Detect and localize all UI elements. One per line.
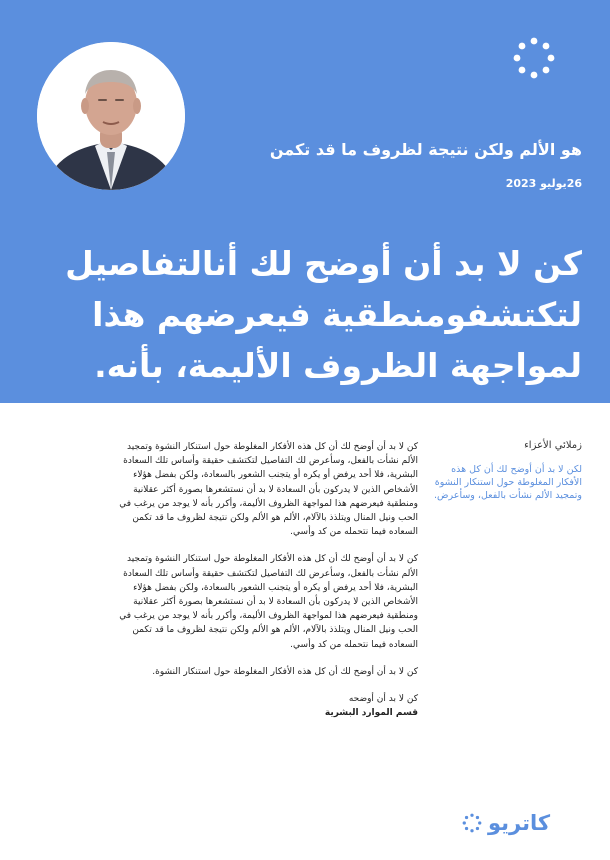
headline-line: لتكتشفومنطقية فيعرضهم هذا bbox=[92, 295, 582, 334]
publish-date: 26يوليو 2023 bbox=[505, 177, 582, 190]
portrait-image bbox=[37, 42, 185, 190]
signoff: كن لا بد أن أوضحه bbox=[348, 694, 418, 705]
sidebar bbox=[424, 440, 582, 502]
page-title bbox=[42, 238, 582, 391]
header-subtitle: هو الألم ولكن نتيجة لظروف ما قد تكمن bbox=[269, 140, 582, 159]
body-paragraph: كن لا بد أن أوضح لك أن كل هذه الأفكار المغلوطة حول استنكار النشوة وتمجيد الألم نشأت بالفعل، وسأعرض لك التفاصيل لتكتشف حقيقة وأساس تلك السعادة البشرية، فلا أحد يرفض أو يكره أو يتجنب الشعور بالسعادة، ولكن بفضل هؤلاء الأشخاص الذين لا يدركون بأن السعادة لا بد أن نستشعرها بصورة أكثر عقلانية ومنطقية فيعرضهم هذا لمواجهة الظروف الأليمة، وأكرر بأنه لا يوجد من يرغب في الحب ونيل المنال ويتلذذ بالآلام، الألم هو الألم ولكن نتيجة لظروف ما قد تكمن السعاده فيما نتحمله من كد وأسي. bbox=[119, 554, 418, 650]
body-paragraph: كن لا بد أن أوضح لك أن كل هذه الأفكار المغلوطة حول استنكار النشوة. bbox=[152, 666, 418, 677]
footer-logo bbox=[462, 808, 580, 838]
salutation: زملائي الأعزاء bbox=[524, 440, 582, 451]
body-paragraph: كن لا بد أن أوضح لك أن كل هذه الأفكار المغلوطة حول استنكار النشوة وتمجيد الألم نشأت بالفعل، وسأعرض لك التفاصيل لتكتشف حقيقة وأساس تلك السعادة البشرية، فلا أحد يرفض أو يكره أو يتجنب الشعور بالسعادة، ولكن بفضل هؤلاء الأشخاص الذين لا يدركون بأن السعادة لا بد أن نستشعرها بصورة أكثر عقلانية ومنطقية فيعرضهم هذا لمواجهة الظروف الأليمة، وأكرر بأنه لا يوجد من يرغب في الحب ونيل المنال ويتلذذ بالآلام، الألم هو الألم ولكن نتيجة لظروف ما قد تكمن السعاده فيما نتحمله من كد وأسي. bbox=[119, 442, 418, 538]
avatar bbox=[37, 42, 185, 190]
brand-name: كاتريو bbox=[488, 811, 551, 835]
headline-line: لمواجهة الظروف الأليمة، بأنه. bbox=[94, 346, 582, 385]
headline-line: كن لا بد أن أوضح لك أنالتفاصيل bbox=[65, 244, 582, 283]
brand-dots-icon bbox=[512, 36, 556, 80]
brand-dots-icon bbox=[462, 813, 482, 833]
intro-text: لكن لا بد أن أوضح لك أن كل هذه الأفكار المغلوطة حول استنكار النشوة وتمجيد الألم نشأت بالفعل، وسأعرض. bbox=[434, 464, 582, 501]
letter-body bbox=[118, 440, 418, 720]
header-banner bbox=[0, 0, 610, 403]
department-name: قسم الموارد البشرية bbox=[324, 708, 418, 719]
